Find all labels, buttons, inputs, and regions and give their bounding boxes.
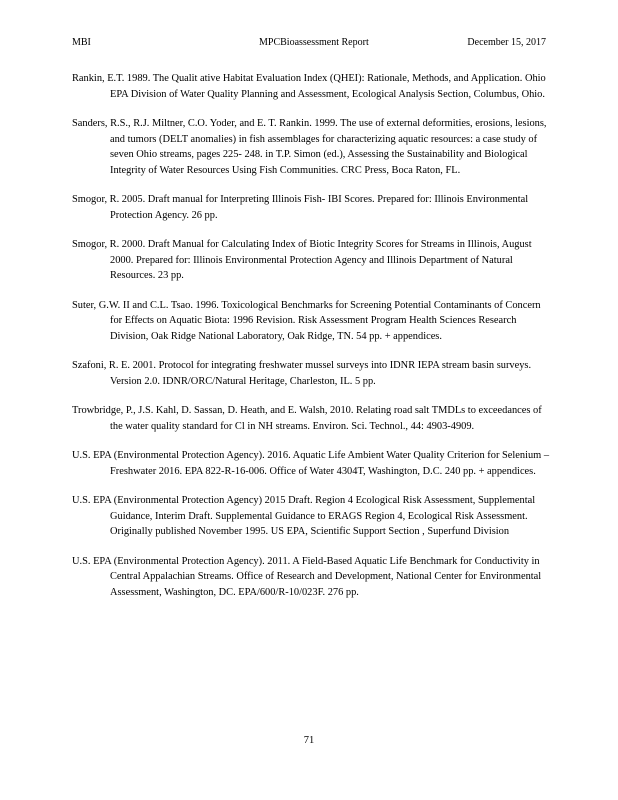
reference-usepa-2015: U.S. EPA (Environmental Protection Agency) 2015 Draft. Region 4 Ecological Risk Assessment, Supplemental Guidance, Interim Draft. Supplemental Guidance to ERAGS Region 4, Ecological Risk Assessment. Originally published November 1995. US EPA, Scientific Support Section , Superfund Division <box>72 495 536 537</box>
reference-szafoni-2001: Szafoni, R. E. 2001. Protocol for integrating freshwater mussel surveys into IDNR IEPA stream basin surveys. Version 2.0. IDNR/ORC/Natural Heritage, Charleston, IL. 5 pp. <box>72 360 532 387</box>
reference-smogor-2005: Smogor, R. 2005. Draft manual for Interpreting Illinois Fish- IBI Scores. Prepared for: Illinois Environmental Protection Agency. 26 pp. <box>72 194 529 221</box>
reference-trowbridge-2010: Trowbridge, P., J.S. Kahl, D. Sassan, D. Heath, and E. Walsh, 2010. Relating road salt TMDLs to exceedances of the water quality standard for Cl in NH streams. Environ. Sci. Technol., 44: 4903-4909. <box>72 405 542 432</box>
reference-smogor-2000: Smogor, R. 2000. Draft Manual for Calculating Index of Biotic Integrity Scores for Streams in Illinois, August 2000. Prepared for: Illinois Environmental Protection Agency and Illinois Department of Natural Resources. 23 pp. <box>72 239 532 281</box>
header-date: December 15, 2017 <box>467 37 546 48</box>
reference-sanders-1999: Sanders, R.S., R.J. Miltner, C.O. Yoder, and E. T. Rankin. 1999. The use of external deformities, erosions, lesions, and tumors (DELT anomalies) in fish assemblages for characterizing aquatic resources: a case study of seven Ohio streams, pages 225- 248. in T.P. Simon (ed.), Assessing the Sustainability and Biological Integrity of Water Resources Using Fish Communities. CRC Press, Boca Raton, FL. <box>72 118 547 176</box>
reference-usepa-2011: U.S. EPA (Environmental Protection Agency). 2011. A Field-Based Aquatic Life Benchmark for Conductivity in Central Appalachian Streams. Office of Research and Development, National Center for Environmental Assessment, Washington, DC. EPA/600/R-10/023F. 276 pp. <box>72 555 542 598</box>
header-report-title: MPCBioassessment Report <box>259 37 369 48</box>
reference-suter-1996: Suter, G.W. II and C.L. Tsao. 1996. Toxicological Benchmarks for Screening Potential Contaminants of Concern for Effects on Aquatic Biota: 1996 Revision. Risk Assessment Program Health Sciences Research Division, Oak Ridge National Laboratory, Oak Ridge, TN. 54 pp. + appendices. <box>72 299 541 342</box>
page-header <box>72 36 546 50</box>
reference-usepa-2016: U.S. EPA (Environmental Protection Agency). 2016. Aquatic Life Ambient Water Quality Criterion for Selenium – Freshwater 2016. EPA 822-R-16-006. Office of Water 4304T, Washington, D.C. 240 pp. + appendices. <box>72 450 550 477</box>
reference-rankin-1989: Rankin, E.T. 1989. The Qualit ative Habitat Evaluation Index (QHEI): Rationale, Methods, and Application. Ohio EPA Division of Water Quality Planning and Assessment, Ecological Analysis Section, Columbus, Ohio. <box>72 73 546 100</box>
page-number: 71 <box>303 735 315 746</box>
reference-list <box>72 71 550 614</box>
header-org: MBI <box>72 37 91 48</box>
